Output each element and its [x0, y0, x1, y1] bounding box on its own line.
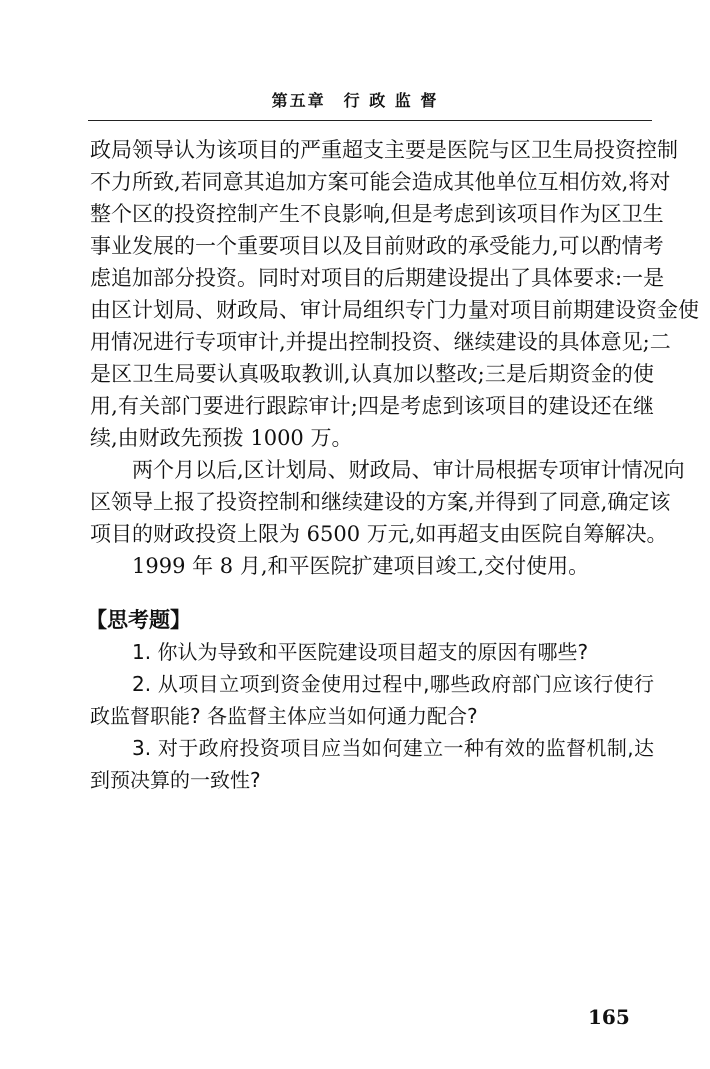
page-number: 165: [588, 1005, 630, 1029]
body-line: 用,有关部门要进行跟踪审计;四是考虑到该项目的建设还在继: [90, 394, 654, 418]
body-line: 虑追加部分投资。同时对项目的后期建设提出了具体要求:一是: [90, 266, 665, 290]
body-line: 整个区的投资控制产生不良影响,但是考虑到该项目作为区卫生: [90, 202, 664, 226]
body-line: 是区卫生局要认真吸取教训,认真加以整改;三是后期资金的使: [90, 362, 654, 386]
body-line: 1999 年 8 月,和平医院扩建项目竣工,交付使用。: [132, 554, 590, 578]
question-line: 到预决算的一致性?: [90, 768, 261, 792]
body-line: 续,由财政先预拨 1000 万。: [90, 426, 353, 450]
running-header: 第五章 行 政 监 督: [271, 91, 439, 110]
body-line: 用情况进行专项审计,并提出控制投资、继续建设的具体意见;二: [90, 330, 671, 354]
header-rule: [88, 120, 652, 121]
body-line: 由区计划局、财政局、审计局组织专门力量对项目前期建设资金使: [90, 298, 699, 322]
questions-heading: 【思考题】: [86, 607, 191, 632]
body-line: 项目的财政投资上限为 6500 万元,如再超支由医院自筹解决。: [90, 522, 668, 546]
body-line: 不力所致,若同意其追加方案可能会造成其他单位互相仿效,将对: [90, 170, 671, 194]
body-line: 事业发展的一个重要项目以及目前财政的承受能力,可以酌情考: [90, 234, 664, 258]
question-line: 政监督职能? 各监督主体应当如何通力配合?: [90, 704, 478, 728]
question-line: 2. 从项目立项到资金使用过程中,哪些政府部门应该行使行: [132, 672, 654, 696]
question-line: 1. 你认为导致和平医院建设项目超支的原因有哪些?: [132, 640, 589, 664]
body-line: 两个月以后,区计划局、财政局、审计局根据专项审计情况向: [132, 458, 685, 482]
body-line: 政局领导认为该项目的严重超支主要是医院与区卫生局投资控制: [90, 138, 678, 162]
body-line: 区领导上报了投资控制和继续建设的方案,并得到了同意,确定该: [90, 490, 671, 514]
question-line: 3. 对于政府投资项目应当如何建立一种有效的监督机制,达: [132, 736, 654, 760]
